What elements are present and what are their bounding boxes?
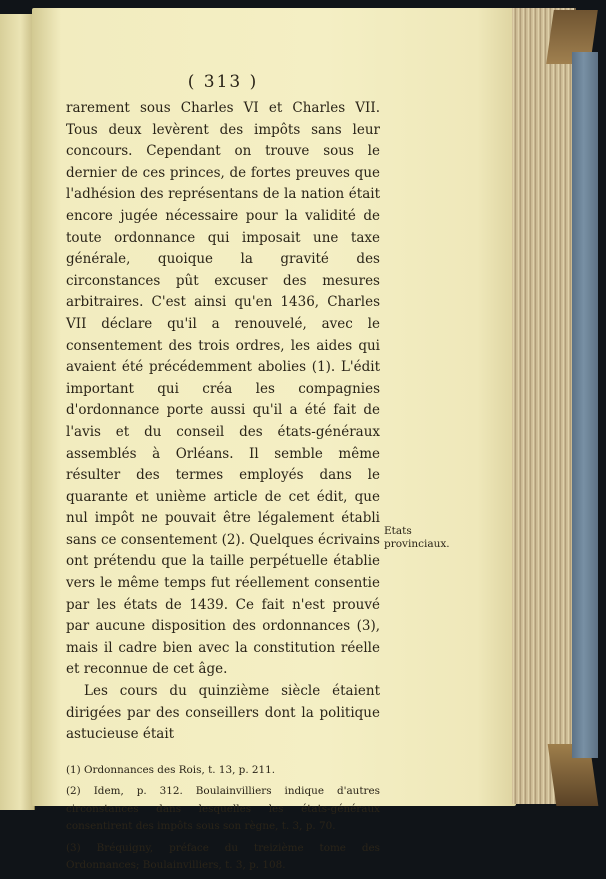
paragraph-2: Les cours du quinzième siècle étaient dirigées par des conseillers dont la politique astucieuse était	[66, 683, 380, 743]
footnotes	[66, 762, 380, 875]
footnote-2: (2) Idem, p. 312. Boulainvilliers indique d'autres circonstances dans lesquelles les états-généraux consentirent des impôts sous son règne, t. 3, p. 70.	[66, 785, 380, 833]
footnote-1: (1) Ordonnances des Rois, t. 13, p. 211.	[66, 763, 276, 776]
page-block-edge	[512, 8, 576, 804]
footnote-3: (3) Bréquigny, préface du treizième tome des Ordonnances; Boulainvilliers, t. 3, p. 108.	[66, 841, 380, 872]
text-column	[66, 72, 380, 879]
page-number: ( 313 )	[187, 72, 259, 92]
facing-page-edge	[0, 14, 35, 810]
body-text	[66, 98, 380, 746]
paragraph-1: rarement sous Charles VI et Charles VII. Tous deux levèrent des impôts sans leur concours. Cependant on trouve sous le dernier de ces princes, de fortes preuves que l'adhésion des représentans de la nation était encore jugée nécessaire pour la validité de toute ordonnance qui imposait une taxe générale, quoique la gravité des circonstances pût excuser des mesures arbitraires. C'est ainsi qu'en 1436, Charles VII déclare qu'il a renouvelé, avec le consentement des trois ordres, les aides qui avaient été précédemment abolies (1). L'édit important qui créa les compagnies d'ordonnance porte aussi qu'il a été fait de l'avis et du conseil des états-généraux assemblés à Orléans. Il semble même résulter des termes employés dans le quarante et unième article de cet édit, que nul impôt ne pouvait être légalement établi sans ce consentement (2). Quelques écrivains ont prétendu que la taille perpétuelle établie vers le même temps fut réellement consentie par les états de 1439. Ce fait n'est prouvé par aucune disposition des ordonnances (3), mais il cadre bien avec la constitution réelle et reconnue de cet âge.	[66, 100, 380, 678]
marginal-note: Etats provinciaux.	[384, 525, 450, 550]
cover-board	[572, 52, 598, 758]
